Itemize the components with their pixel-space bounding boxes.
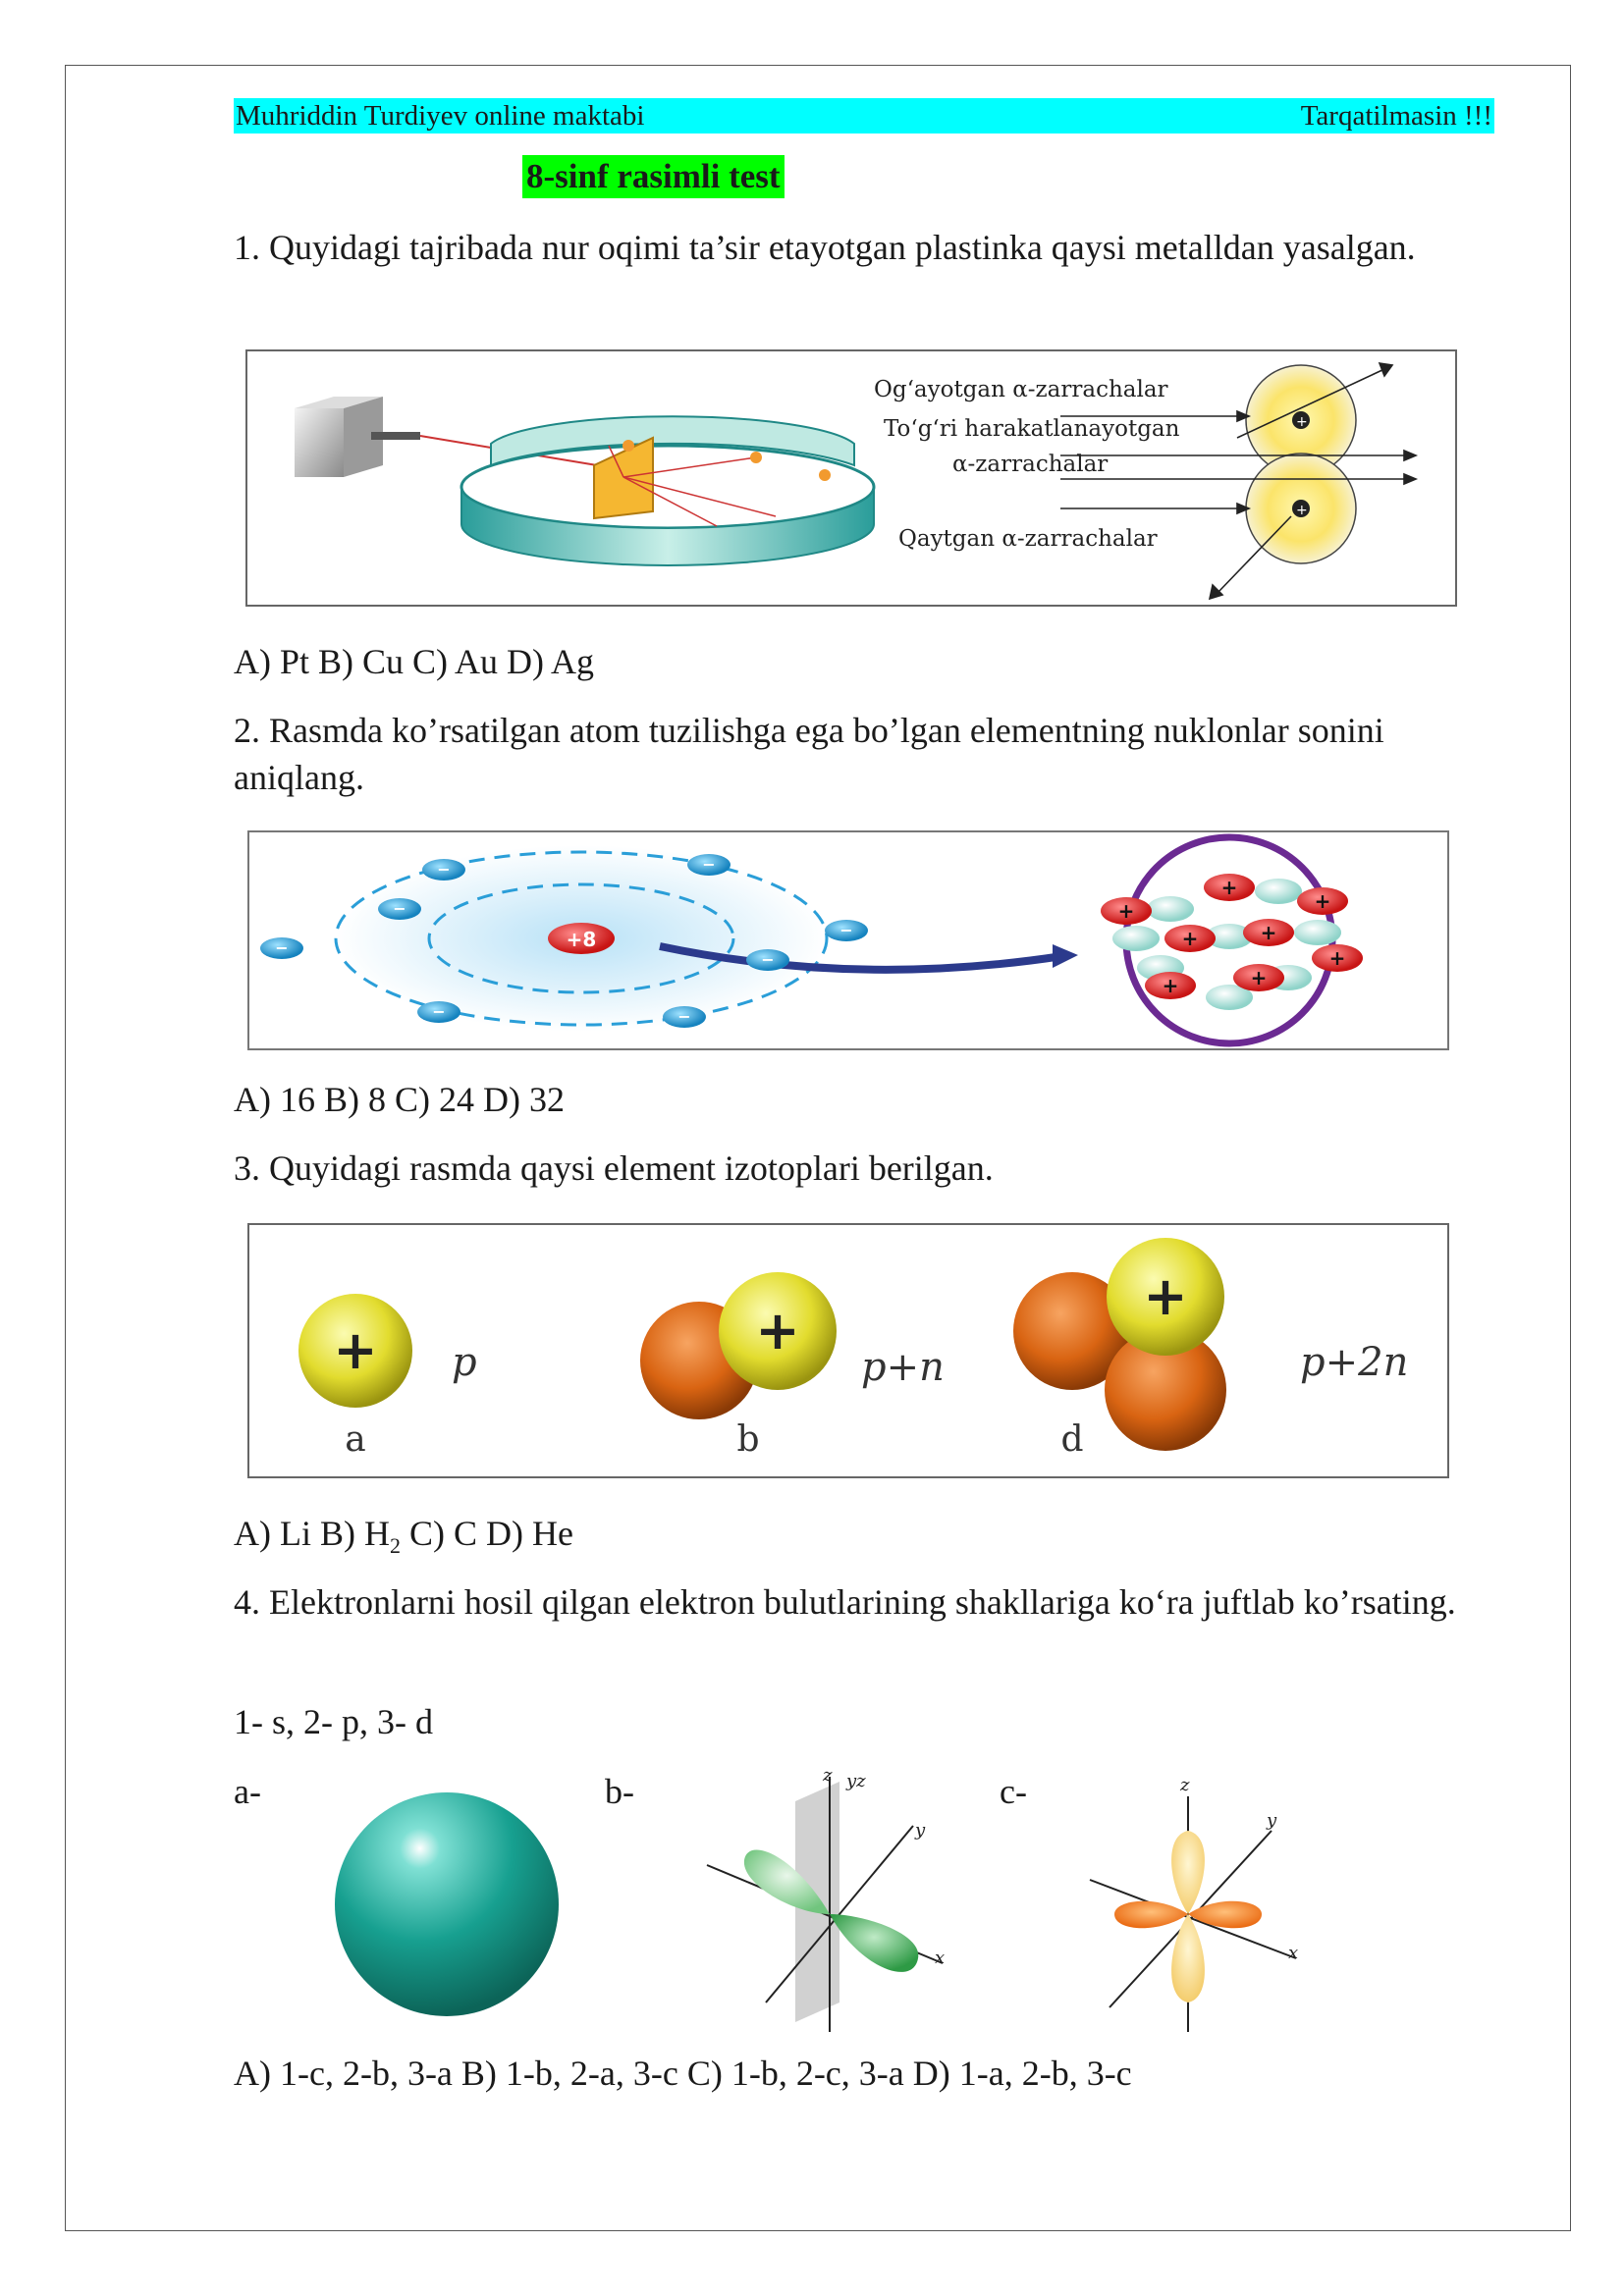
- svg-text:−: −: [275, 938, 289, 957]
- p-axis-z: z: [823, 1767, 833, 1786]
- isotope-b-letter: b: [736, 1419, 760, 1460]
- isotope-a-formula: p: [452, 1340, 477, 1385]
- isotope-d-formula: p+2n: [1300, 1340, 1409, 1385]
- figure-label-a: a-: [234, 1772, 261, 1811]
- isotope-a-letter: a: [345, 1419, 366, 1460]
- hydrogen-isotopes-figure: [247, 1223, 1449, 1478]
- svg-text:+: +: [1117, 899, 1135, 923]
- svg-text:+: +: [1260, 921, 1277, 944]
- question-4-text: 4. Elektronlarni hosil qilgan elektron bulutlarining shakllariga ko‘ra juftlab ko’rsating.: [234, 1582, 1456, 1622]
- rutherford-experiment-figure: [245, 349, 1457, 607]
- isotope-b-formula: p+n: [861, 1345, 945, 1390]
- p-axis-y: y: [915, 1820, 926, 1841]
- svg-text:−: −: [393, 899, 406, 918]
- question-3-answers: [234, 1510, 573, 1570]
- svg-text:+: +: [1143, 1265, 1188, 1327]
- atom-structure-figure: [247, 830, 1449, 1050]
- question-1-text: 1. Quyidagi tajribada nur oqimi ta’sir etayotgan plastinka qaysi metalldan yasalgan.: [234, 228, 1416, 267]
- question-2-answers: A) 16 B) 8 C) 24 D) 32: [234, 1080, 565, 1119]
- svg-text:+: +: [1296, 414, 1308, 430]
- school-name: Muhriddin Turdiyev online maktabi: [236, 99, 645, 132]
- h2-subscript: 2: [389, 1533, 401, 1559]
- question-4-answers: A) 1-c, 2-b, 3-a B) 1-b, 2-a, 3-c C) 1-b, 2-c, 3-a D) 1-a, 2-b, 3-c: [234, 2054, 1132, 2093]
- alpha-particles-label: α-zarrachalar: [952, 452, 1109, 477]
- svg-text:−: −: [437, 860, 451, 879]
- p-plane-yz: yz: [846, 1771, 866, 1791]
- svg-text:+: +: [755, 1300, 800, 1362]
- svg-text:+: +: [1296, 503, 1308, 518]
- straight-particles-label: To‘g‘ri harakatlanayotgan: [884, 416, 1180, 442]
- svg-text:+: +: [1250, 966, 1268, 989]
- svg-text:+: +: [333, 1319, 378, 1381]
- svg-text:+: +: [1181, 927, 1199, 950]
- question-2-text: 2. Rasmda ko’rsatilgan atom tuzilishga ega bo’lgan elementning nuklonlar sonini aniqlang.: [234, 711, 1384, 797]
- page-header: [234, 98, 1494, 133]
- d-axis-z: z: [1180, 1775, 1190, 1795]
- svg-text:−: −: [677, 1007, 691, 1026]
- d-axis-x: x: [1288, 1943, 1299, 1963]
- p-orbital-figure: [687, 1767, 962, 2042]
- question-3-text: 3. Quyidagi rasmda qaysi element izotoplari berilgan.: [234, 1148, 994, 1188]
- d-axis-y: y: [1267, 1810, 1277, 1831]
- deflected-particles-label: Og‘ayotgan α-zarrachalar: [874, 377, 1168, 402]
- figure-label-b: b-: [605, 1772, 634, 1811]
- p-axis-x: x: [935, 1948, 946, 1968]
- svg-text:+: +: [1162, 974, 1179, 997]
- orbital-pairs: 1- s, 2- p, 3- d: [234, 1702, 433, 1741]
- reflected-particles-label: Qaytgan α-zarrachalar: [898, 526, 1158, 552]
- svg-text:−: −: [702, 855, 716, 874]
- s-orbital-figure: [324, 1787, 569, 2022]
- svg-text:+: +: [1328, 946, 1346, 970]
- svg-text:+: +: [1314, 889, 1331, 913]
- test-title: 8-sinf rasimli test: [522, 155, 785, 198]
- figure-label-c: c-: [1000, 1772, 1027, 1811]
- svg-text:+: +: [1220, 876, 1238, 899]
- d-orbital-figure: [1070, 1767, 1326, 2042]
- svg-text:−: −: [839, 921, 853, 939]
- answers-part-1: A) Li B) H: [234, 1514, 390, 1553]
- nucleus-charge: +8: [566, 928, 597, 951]
- svg-text:−: −: [761, 950, 775, 969]
- svg-text:−: −: [432, 1002, 446, 1021]
- no-distribution-note: Tarqatilmasin !!!: [1300, 99, 1492, 132]
- isotope-d-letter: d: [1060, 1419, 1084, 1460]
- question-1-answers: A) Pt B) Cu C) Au D) Ag: [234, 642, 595, 681]
- answers-part-2: C) C D) He: [400, 1514, 573, 1553]
